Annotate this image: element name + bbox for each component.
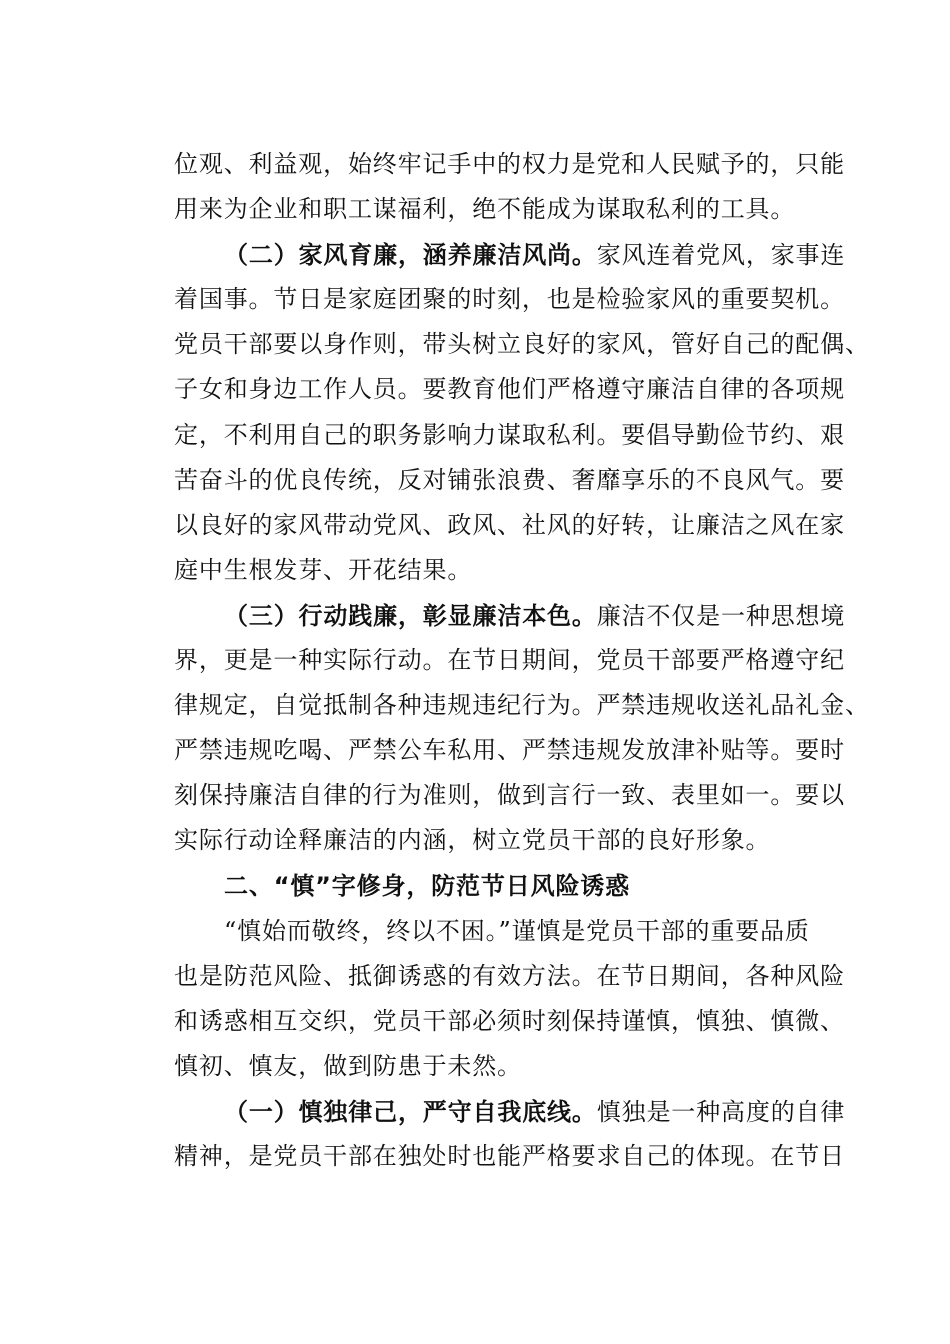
body-line: 党员干部要以身作则，带头树立良好的家风，管好自己的配偶、 <box>174 330 870 359</box>
body-line: 着国事。节日是家庭团聚的时刻，也是检验家风的重要契机。 <box>174 285 845 314</box>
body-line: 界，更是一种实际行动。在节日期间，党员干部要严格遵守纪 <box>174 646 845 675</box>
body-line: 刻保持廉洁自律的行为准则，做到言行一致、表里如一。要以 <box>174 781 845 810</box>
body-line: 严禁违规吃喝、严禁公车私用、严禁违规发放津补贴等。要时 <box>174 736 845 765</box>
subsection-line: （一）慎独律己，严守自我底线。慎独是一种高度的自律 <box>224 1096 846 1126</box>
subsection-title: （三）行动践廉，彰显廉洁本色。 <box>224 600 597 630</box>
body-line: 用来为企业和职工谋福利，绝不能成为谋取私利的工具。 <box>174 195 796 224</box>
body-line: 和诱惑相互交织，党员干部必须时刻保持谨慎，慎独、慎微、 <box>174 1006 845 1035</box>
subsection-line: （三）行动践廉，彰显廉洁本色。廉洁不仅是一种思想境 <box>224 600 846 630</box>
subsection-title: （一）慎独律己，严守自我底线。 <box>224 1096 597 1126</box>
body-line: 律规定，自觉抵制各种违规违纪行为。严禁违规收送礼品礼金、 <box>174 691 870 720</box>
body-line: 子女和身边工作人员。要教育他们严格遵守廉洁自律的各项规 <box>174 375 845 404</box>
body-line: 苦奋斗的优良传统，反对铺张浪费、奢靡享乐的不良风气。要 <box>174 465 845 494</box>
body-line: 位观、利益观，始终牢记手中的权力是党和人民赋予的，只能 <box>174 150 845 178</box>
body-line: 慎初、慎友，做到防患于未然。 <box>174 1051 522 1080</box>
body-line: 也是防范风险、抵御诱惑的有效方法。在节日期间，各种风险 <box>174 961 845 990</box>
body-line: 以良好的家风带动党风、政风、社风的好转，让廉洁之风在家 <box>174 510 845 539</box>
body-line: 定，不利用自己的职务影响力谋取私利。要倡导勤俭节约、艰 <box>174 420 845 449</box>
body-line: “慎始而敬终，终以不困。”谨慎是党员干部的重要品质 <box>224 916 810 945</box>
body-line: 实际行动诠释廉洁的内涵，树立党员干部的良好形象。 <box>174 826 771 855</box>
document-body <box>174 142 870 1179</box>
body-line: 精神，是党员干部在独处时也能严格要求自己的体现。在节日 <box>174 1142 845 1171</box>
subsection-line: （二）家风育廉，涵养廉洁风尚。家风连着党风，家事连 <box>224 240 846 270</box>
section-heading: 二、“慎”字修身，防范节日风险诱惑 <box>224 871 630 900</box>
body-line: 庭中生根发芽、开花结果。 <box>174 555 473 584</box>
subsection-title: （二）家风育廉，涵养廉洁风尚。 <box>224 240 597 270</box>
